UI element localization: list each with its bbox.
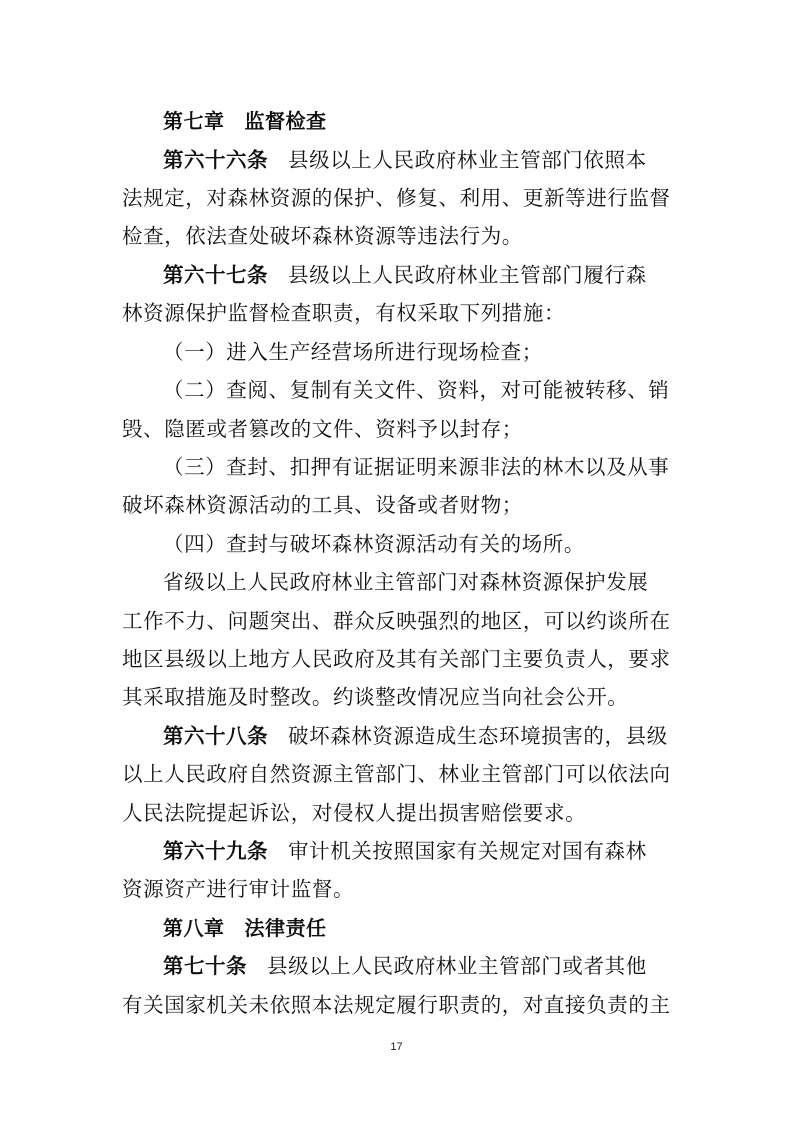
article-67-item-2-line-1: （二）查阅、复制有关文件、资料，对可能被转移、销 <box>163 378 670 402</box>
article-66-line-3: 检查，依法查处破坏森林资源等违法行为。 <box>122 224 523 248</box>
article-67-para2-line-4: 其采取措施及时整改。约谈整改情况应当向社会公开。 <box>122 685 629 709</box>
article-68-line-2: 以上人民政府自然资源主管部门、林业主管部门可以依法向 <box>122 762 671 786</box>
article-67-item-1: （一）进入生产经营场所进行现场检查； <box>163 340 543 364</box>
article-68-line-1 <box>163 722 668 750</box>
article-67-item-4: （四）查封与破坏森林资源活动有关的场所。 <box>163 532 585 556</box>
article-69-line-1 <box>163 837 647 865</box>
article-number: 第六十六条 <box>163 148 268 172</box>
article-text: 破坏森林资源造成生态环境损害的，县级 <box>288 724 668 748</box>
chapter-title: 法律责任 <box>244 916 327 940</box>
article-67-para2-line-3: 地区县级以上地方人民政府及其有关部门主要负责人，要求 <box>122 647 671 671</box>
article-70-line-1 <box>163 952 647 980</box>
article-70-line-2: 有关国家机关未依照本法规定履行职责的，对直接负责的主 <box>122 993 671 1017</box>
article-number: 第六十九条 <box>163 839 268 863</box>
article-67-line-1 <box>163 261 647 289</box>
article-text: 审计机关按照国家有关规定对国有森林 <box>288 839 647 863</box>
article-number: 第七十条 <box>163 954 247 978</box>
article-66-line-1 <box>163 146 647 174</box>
article-number: 第六十七条 <box>163 263 268 287</box>
article-67-line-2: 林资源保护监督检查职责，有权采取下列措施： <box>122 301 566 325</box>
chapter-title: 监督检查 <box>244 109 327 133</box>
article-66-line-2: 法规定，对森林资源的保护、修复、利用、更新等进行监督 <box>122 186 671 210</box>
article-69-line-2: 资源资产进行审计监督。 <box>122 877 355 901</box>
article-number: 第六十八条 <box>163 724 268 748</box>
article-text: 县级以上人民政府林业主管部门或者其他 <box>267 954 647 978</box>
page-number: 17 <box>390 1041 403 1053</box>
article-67-para2-line-1: 省级以上人民政府林业主管部门对森林资源保护发展 <box>163 570 649 594</box>
article-67-item-2-line-2: 毁、隐匿或者篡改的文件、资料予以封存； <box>122 417 523 441</box>
chapter-heading <box>163 107 327 135</box>
chapter-heading <box>163 914 327 942</box>
chapter-number: 第七章 <box>163 109 225 133</box>
article-67-item-3-line-1: （三）查封、扣押有证据证明来源非法的林木以及从事 <box>163 455 670 479</box>
article-67-item-3-line-2: 破坏森林资源活动的工具、设备或者财物； <box>122 493 523 517</box>
article-text: 县级以上人民政府林业主管部门依照本 <box>288 148 647 172</box>
article-67-para2-line-2: 工作不力、问题突出、群众反映强烈的地区，可以约谈所在 <box>122 609 671 633</box>
article-text: 县级以上人民政府林业主管部门履行森 <box>288 263 647 287</box>
article-68-line-3: 人民法院提起诉讼，对侵权人提出损害赔偿要求。 <box>122 801 587 825</box>
chapter-number: 第八章 <box>163 916 225 940</box>
